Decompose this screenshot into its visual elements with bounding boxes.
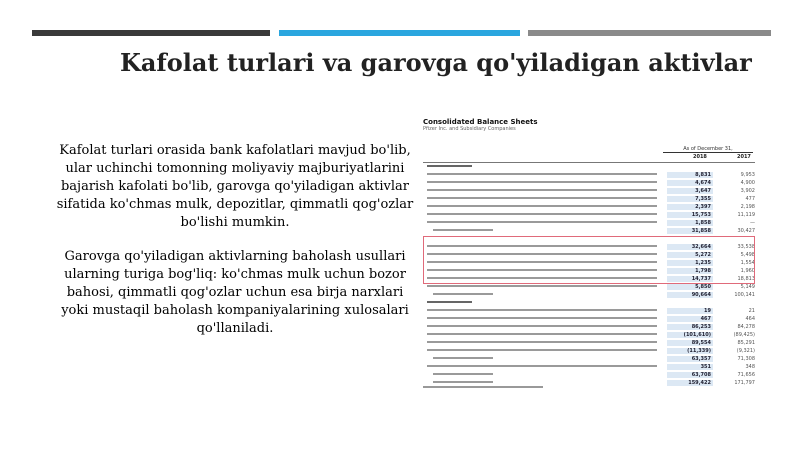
value-2018: 467 [667, 316, 713, 322]
balance-sheet-image [423, 118, 755, 394]
balance-sheet-row [423, 364, 755, 372]
balance-sheet-row [423, 228, 755, 236]
value-2017: 3,902 [740, 188, 755, 194]
header-rule [423, 162, 755, 163]
highlight-box [423, 236, 755, 284]
row-label-blurred [427, 181, 657, 183]
balance-sheet-row [423, 308, 755, 316]
row-label-blurred [427, 285, 657, 287]
value-2017: 100,141 [734, 292, 755, 298]
value-2018: 31,858 [667, 228, 713, 234]
balance-sheet-row [423, 292, 755, 300]
row-label-blurred [427, 165, 472, 167]
balance-sheet-row [423, 316, 755, 324]
slide-body [55, 142, 415, 354]
balance-sheet-row [423, 164, 755, 172]
footnote-line [423, 386, 543, 388]
value-2017: 5,498 [740, 252, 755, 258]
row-label-blurred [427, 189, 657, 191]
row-label-blurred [433, 229, 493, 231]
balance-sheet-row [423, 220, 755, 228]
value-2017: 85,291 [737, 340, 755, 346]
col-2018: 2018 [693, 154, 707, 160]
value-2018: 5,850 [667, 284, 713, 290]
row-label-blurred [433, 381, 493, 383]
value-2017: 171,797 [734, 380, 755, 386]
value-2018: 1,858 [667, 220, 713, 226]
top-bar-gray [528, 30, 771, 36]
balance-sheet-row [423, 332, 755, 340]
balance-sheet-row [423, 196, 755, 204]
row-label-blurred [427, 205, 657, 207]
value-2017: — [750, 220, 755, 226]
value-2017: 9,953 [740, 172, 755, 178]
col-2017: 2017 [737, 154, 751, 160]
value-2018: 8,831 [667, 172, 713, 178]
value-2017: 18,813 [737, 276, 755, 282]
value-2017: 11,119 [737, 212, 755, 218]
value-2017: 5,149 [740, 284, 755, 290]
period-header: As of December 31, [663, 146, 753, 153]
balance-sheet-row [423, 372, 755, 380]
balance-sheet-title: Consolidated Balance Sheets [423, 118, 538, 126]
row-label-blurred [433, 293, 493, 295]
value-2017: 21 [748, 308, 755, 314]
row-label-blurred [433, 373, 493, 375]
balance-sheet-row [423, 300, 755, 308]
row-label-blurred [427, 365, 657, 367]
row-label-blurred [427, 213, 657, 215]
value-2017: (9,321) [736, 348, 755, 354]
value-2017: 2,198 [740, 204, 755, 210]
value-2018: 19 [667, 308, 713, 314]
balance-sheet-row [423, 172, 755, 180]
value-2018: 15,753 [667, 212, 713, 218]
row-label-blurred [427, 333, 657, 335]
value-2017: 71,656 [737, 372, 755, 378]
value-2018: 90,664 [667, 292, 713, 298]
balance-sheet-row [423, 284, 755, 292]
value-2018: 63,357 [667, 356, 713, 362]
balance-sheet-row [423, 324, 755, 332]
row-label-blurred [427, 197, 657, 199]
value-2018: 32,664 [667, 244, 713, 250]
value-2018: 351 [667, 364, 713, 370]
value-2017: 477 [745, 196, 755, 202]
value-2017: 1,960 [740, 268, 755, 274]
row-label-blurred [427, 301, 472, 303]
balance-sheet-row [423, 356, 755, 364]
value-2018: 14,737 [667, 276, 713, 282]
value-2017: (89,425) [733, 332, 755, 338]
value-2018: 63,708 [667, 372, 713, 378]
row-label-blurred [427, 309, 657, 311]
value-2018: 159,422 [667, 380, 713, 386]
top-bar-blue [279, 30, 520, 36]
balance-sheet-row [423, 340, 755, 348]
row-label-blurred [427, 221, 657, 223]
value-2017: 4,900 [740, 180, 755, 186]
value-2018: (11,339) [667, 348, 713, 354]
value-2018: 4,674 [667, 180, 713, 186]
balance-sheet-row [423, 180, 755, 188]
slide-title: Kafolat turlari va garovga qo'yiladigan aktivlar [120, 48, 752, 77]
paragraph-1: Kafolat turlari orasida bank kafolatlari mavjud bo'lib, ular uchinchi tomonning moliyaviy majburiyatlarini bajarish kafolati bo'lib, garovga qo'yiladigan aktivlar sifatida ko'chmas mulk, depozitlar, qimmatli qog'ozlar bo'lishi mumkin. [56, 143, 414, 230]
row-label-blurred [433, 357, 493, 359]
value-2017: 30,427 [737, 228, 755, 234]
value-2017: 348 [745, 364, 755, 370]
value-2017: 33,538 [737, 244, 755, 250]
top-bar-dark [32, 30, 270, 36]
value-2018: (101,610) [667, 332, 713, 338]
row-label-blurred [427, 341, 657, 343]
value-2018: 5,272 [667, 252, 713, 258]
balance-sheet-row [423, 212, 755, 220]
value-2017: 1,554 [740, 260, 755, 266]
value-2018: 89,554 [667, 340, 713, 346]
value-2018: 2,397 [667, 204, 713, 210]
balance-sheet-row [423, 204, 755, 212]
value-2017: 84,278 [737, 324, 755, 330]
row-label-blurred [427, 317, 657, 319]
balance-sheet-row [423, 188, 755, 196]
value-2018: 86,253 [667, 324, 713, 330]
balance-sheet-row [423, 348, 755, 356]
value-2018: 3,647 [667, 188, 713, 194]
value-2018: 7,355 [667, 196, 713, 202]
paragraph-2: Garovga qo'yiladigan aktivlarning baholash usullari ularning turiga bog'liq: ko'chmas mulk uchun bozor bahosi, qimmatli qog'ozlar uchun esa birja narxlari yoki mustaqil baholash kompaniyalarining xulosalari qo'llaniladi. [61, 249, 409, 336]
row-label-blurred [427, 173, 657, 175]
value-2017: 71,308 [737, 356, 755, 362]
balance-sheet-subtitle: Pfizer Inc. and Subsidiary Companies [423, 126, 516, 132]
value-2018: 1,235 [667, 260, 713, 266]
value-2018: 1,798 [667, 268, 713, 274]
row-label-blurred [427, 325, 657, 327]
value-2017: 464 [745, 316, 755, 322]
row-label-blurred [427, 349, 657, 351]
